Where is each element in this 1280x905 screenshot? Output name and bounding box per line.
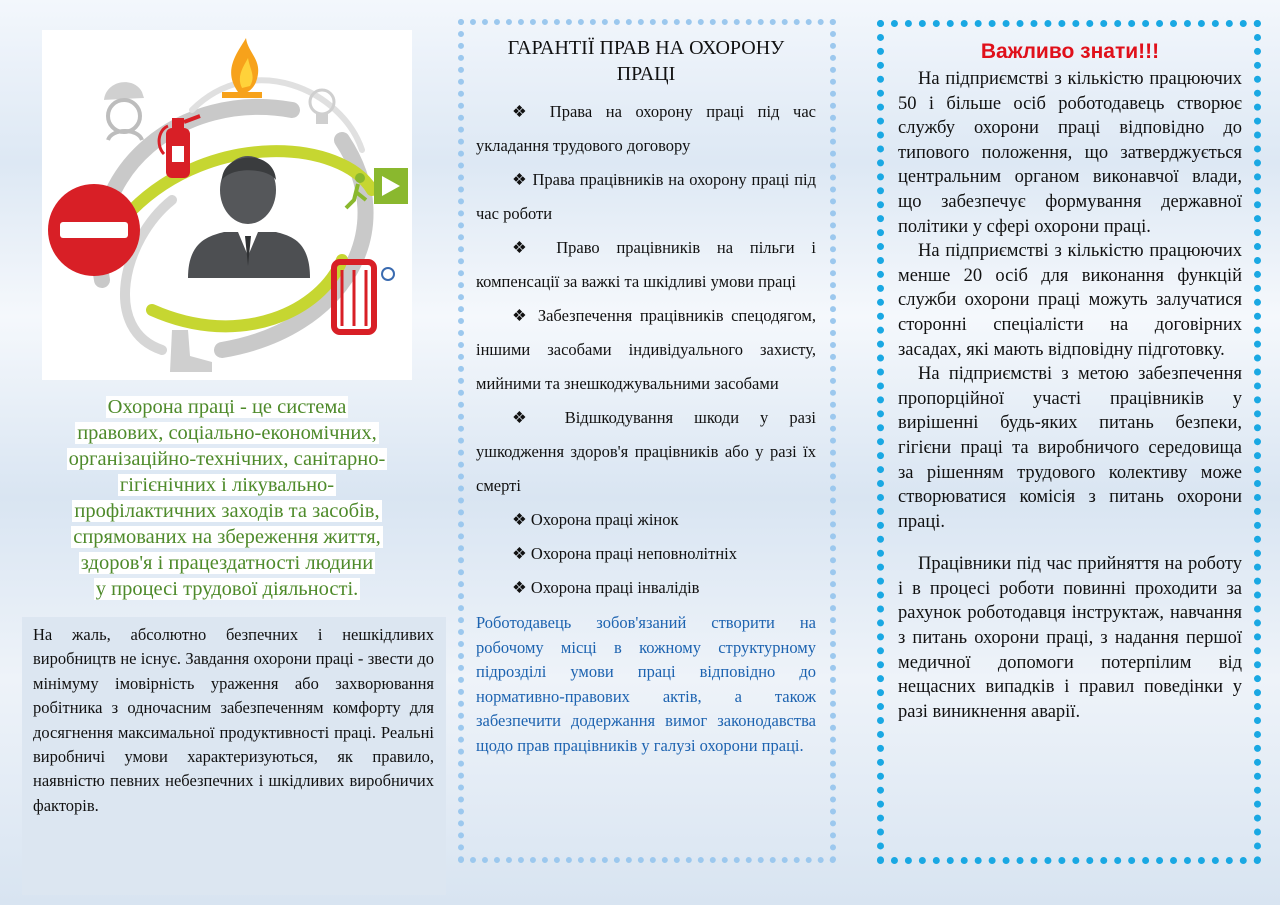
definition-line: Охорона праці - це система — [107, 396, 347, 418]
diamond-bullet-icon: ❖ — [512, 170, 528, 189]
rights-guarantees-title: ГАРАНТІЇ ПРАВ НА ОХОРОНУ ПРАЦІ — [507, 37, 785, 85]
important-paragraph: На підприємстві з метою забезпечення пропорційної участі працівників у вирішенні будь-яких питань безпеки, гігієни праці та виробничого середовища за рішенням трудового колективу може створюватися комісія з питань охорони праці. — [898, 364, 1242, 532]
diamond-bullet-icon: ❖ — [512, 102, 537, 121]
diamond-bullet-icon: ❖ — [512, 306, 531, 325]
boot-icon — [170, 330, 212, 372]
definition-line: у процесі трудової діяльності. — [95, 578, 359, 600]
list-item: ❖ Відшкодування шкоди у разі ушкодження здоров'я працівників або у разі їх смерті — [476, 408, 816, 495]
important-paragraph: Працівники під час прийняття на роботу і в процесі роботи повинні проходити за рахунок роботодавця інструктаж, навчання з питань охорони праці, з надання першої медичної допомоги потерпілим від нещасних випадків і правил поведінки у разі виникнення аварії. — [898, 554, 1242, 722]
list-item: ❖ Право працівників на пільги і компенсації за важкі та шкідливі умови праці — [476, 238, 817, 291]
definition-line: профілактичних заходів та засобів, — [74, 500, 380, 522]
important-paragraph: На підприємстві з кількістю працюючих менше 20 осіб для виконання функцій служби охорони праці можуть залучатися сторонні спеціалісти на договірних засадах, які мають відповідну підготовку. — [898, 241, 1242, 360]
safety-note: На жаль, абсолютно безпечних і нешкідливих виробництв не існує. Завдання охорони праці - звести до мінімуму імовірність ураження або захворювання робітника з одночасним забезпеченням комфорту для досягнення максимальної продуктивності праці. Реальні виробничі умови характеризуються, як правило, наявністю певних небезпечних і шкідливих виробничих факторів. — [22, 617, 446, 895]
important-paragraph: На підприємстві з кількістю працюючих 50 і більше осіб роботодавець створює службу охорони праці відповідно до типового положення, що затверджується центральним органом виконавчої влади, що забезпечує формування державної політики у сфері охорони праці. — [898, 69, 1242, 237]
list-item: ❖ Охорона праці неповнолітніх — [512, 544, 738, 563]
safety-illustration-graphic — [42, 30, 412, 380]
diamond-bullet-icon: ❖ — [512, 238, 540, 257]
diamond-bullet-icon: ❖ — [512, 544, 527, 563]
definition-line: організаційно-технічних, санітарно- — [68, 448, 386, 470]
diamond-bullet-icon: ❖ — [512, 408, 544, 427]
definition-line: спрямованих на збереження життя, — [73, 526, 381, 548]
list-item: ❖ Охорона праці інвалідів — [512, 578, 700, 597]
businessman-icon — [188, 156, 310, 278]
definition-line: здоров'я і працездатності людини — [80, 552, 374, 574]
diamond-bullet-icon: ❖ — [512, 510, 527, 529]
safety-illustration — [42, 30, 412, 380]
fire-hose-icon — [334, 262, 394, 332]
list-item: ❖ Охорона праці жінок — [512, 510, 679, 529]
list-item: ❖ Права на охорону праці під час укладання трудового договору — [476, 102, 817, 155]
important-info-title: Важливо знати!!! — [980, 40, 1160, 63]
diamond-bullet-icon: ❖ — [512, 578, 527, 597]
no-entry-icon — [48, 184, 140, 276]
labor-protection-definition — [42, 394, 412, 602]
employer-obligation-note: Роботодавець зобов'язаний створити на робочому місці в кожному структурному підрозділі умови праці відповідно до нормативно-правових актів, а також забезпечити додержання вимог законодавства щодо прав працівників у галузі охорони праці. — [476, 613, 816, 755]
list-item: ❖ Права працівників на охорону праці під час роботи — [476, 170, 817, 223]
rights-guarantees-panel — [458, 19, 836, 863]
definition-line: гігієнічних і лікувально- — [119, 474, 335, 496]
worker-helmet-icon — [102, 82, 144, 140]
list-item: ❖ Забезпечення працівників спецодягом, іншими засобами індивідуального захисту, мийними та знешкоджувальними засобами — [476, 306, 816, 393]
rights-list — [476, 95, 816, 605]
important-info-panel — [877, 20, 1261, 864]
definition-line: правових, соціально-економічних, — [77, 422, 377, 444]
